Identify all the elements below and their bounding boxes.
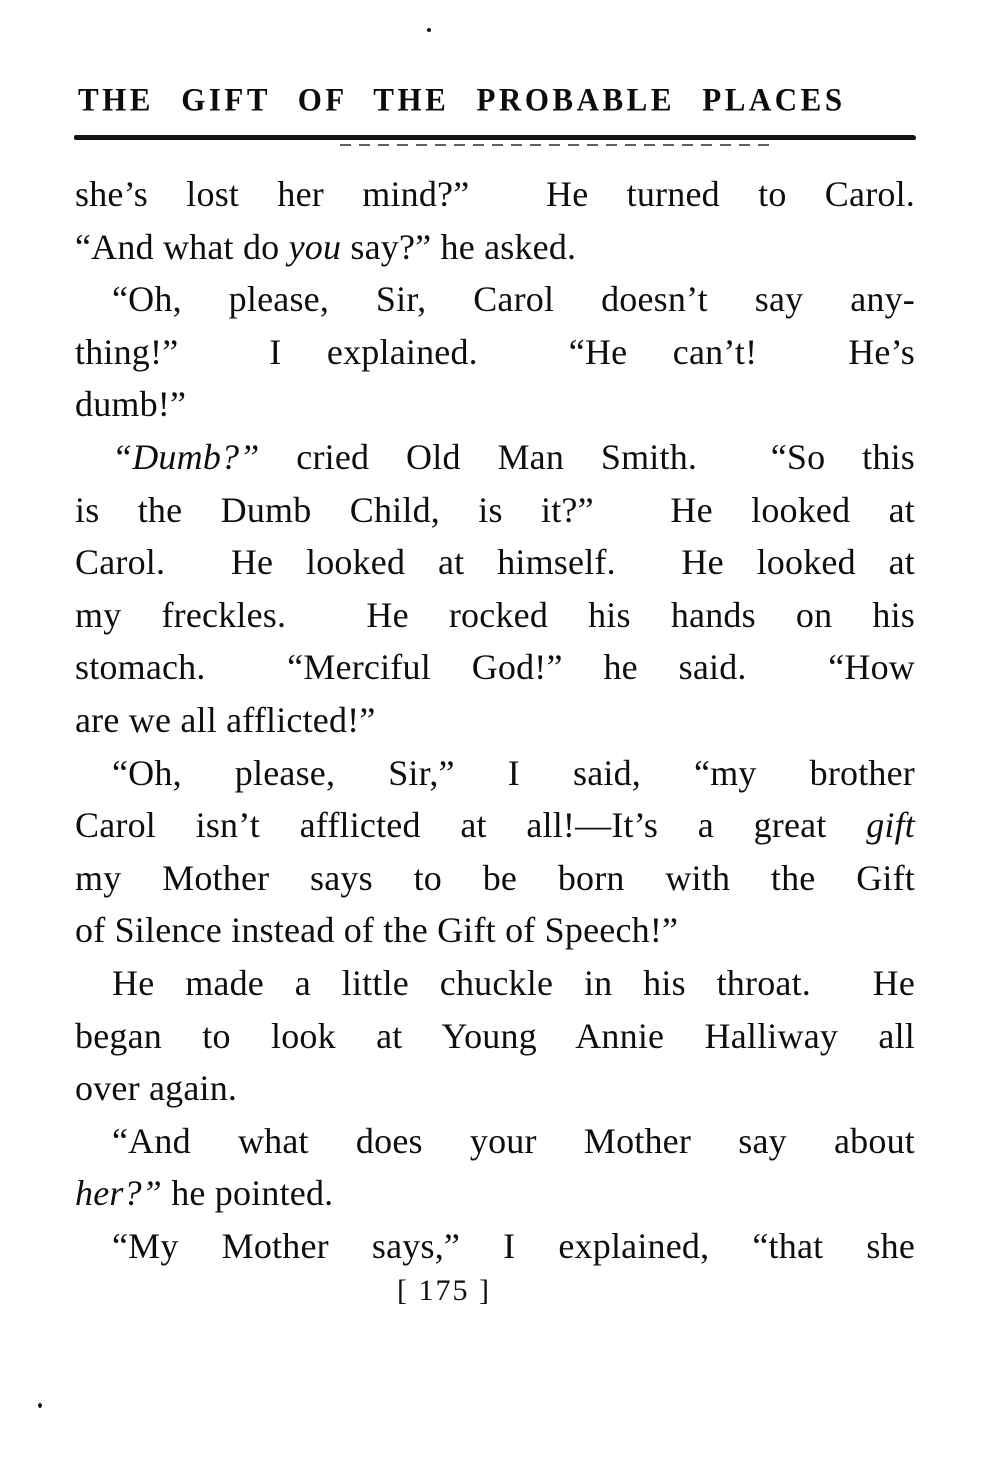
- text-body: [75, 168, 915, 1272]
- text-segment: “Oh, please, Sir, Carol doesn’t say any-: [112, 279, 915, 320]
- text-segment: cried Old Man Smith. “So this: [259, 436, 915, 477]
- text-segment: over again.: [75, 1068, 238, 1109]
- text-segment: she’s lost her mind?” He turned to Carol.: [75, 174, 915, 214]
- text-line: [75, 1167, 915, 1220]
- text-segment: began to look at Young Annie Halliway all: [75, 1015, 915, 1056]
- text-segment: “My Mother says,” I explained, “that she: [112, 1225, 915, 1266]
- text-segment: thing!” I explained. “He can’t! He’s: [75, 331, 915, 372]
- text-line: [75, 168, 915, 221]
- text-line: [75, 273, 915, 326]
- header-rule: [74, 135, 916, 140]
- text-segment: “Oh, please, Sir,” I said, “my brother: [112, 752, 915, 793]
- text-line: [75, 589, 915, 642]
- italic-text-segment: gift: [866, 805, 915, 846]
- text-segment: “And what do: [75, 226, 289, 267]
- text-segment: dumb!”: [75, 384, 187, 425]
- text-segment: are we all afflicted!”: [75, 699, 376, 740]
- text-line: [75, 378, 915, 431]
- text-line: [75, 1010, 915, 1063]
- page-number: [0, 1274, 990, 1308]
- text-line: [75, 1062, 915, 1115]
- text-segment: stomach. “Merciful God!” he said. “How: [75, 647, 915, 688]
- italic-text-segment: “Dumb?”: [112, 436, 260, 477]
- text-line: [75, 1220, 915, 1273]
- text-segment: Carol. He looked at himself. He looked at: [75, 542, 915, 583]
- text-line: [75, 799, 915, 852]
- text-segment: my Mother says to be born with the Gift: [75, 857, 915, 898]
- text-line: [75, 904, 915, 957]
- text-line: [75, 536, 915, 589]
- header-rule-broken-line: [340, 144, 770, 146]
- text-line: [75, 852, 915, 905]
- running-header: THE GIFT OF THE PROBABLE PLACES: [78, 81, 846, 118]
- text-line: [75, 221, 915, 274]
- text-segment: say?” he asked.: [341, 226, 577, 267]
- text-line: [75, 431, 915, 484]
- italic-text-segment: you: [288, 226, 342, 267]
- italic-text-segment: her?”: [75, 1173, 163, 1214]
- text-segment: “And what does your Mother say about: [112, 1120, 915, 1161]
- ink-speck: [38, 1403, 42, 1408]
- text-line: [75, 747, 915, 800]
- ink-speck: [427, 28, 431, 32]
- text-line: [75, 1115, 915, 1168]
- text-segment: he pointed.: [162, 1173, 334, 1214]
- text-segment: He made a little chuckle in his throat. He: [112, 962, 915, 1003]
- text-segment: my freckles. He rocked his hands on his: [75, 594, 915, 635]
- page-number-label: [ 175 ]: [397, 1274, 491, 1307]
- text-segment: Carol isn’t afflicted at all!—It’s a great: [75, 805, 867, 846]
- text-line: [75, 484, 915, 537]
- text-line: [75, 957, 915, 1010]
- text-line: [75, 641, 915, 694]
- text-line: [75, 694, 915, 747]
- text-segment: is the Dumb Child, is it?” He looked at: [75, 489, 915, 530]
- text-line: [75, 326, 915, 379]
- text-segment: of Silence instead of the Gift of Speech!”: [75, 910, 679, 951]
